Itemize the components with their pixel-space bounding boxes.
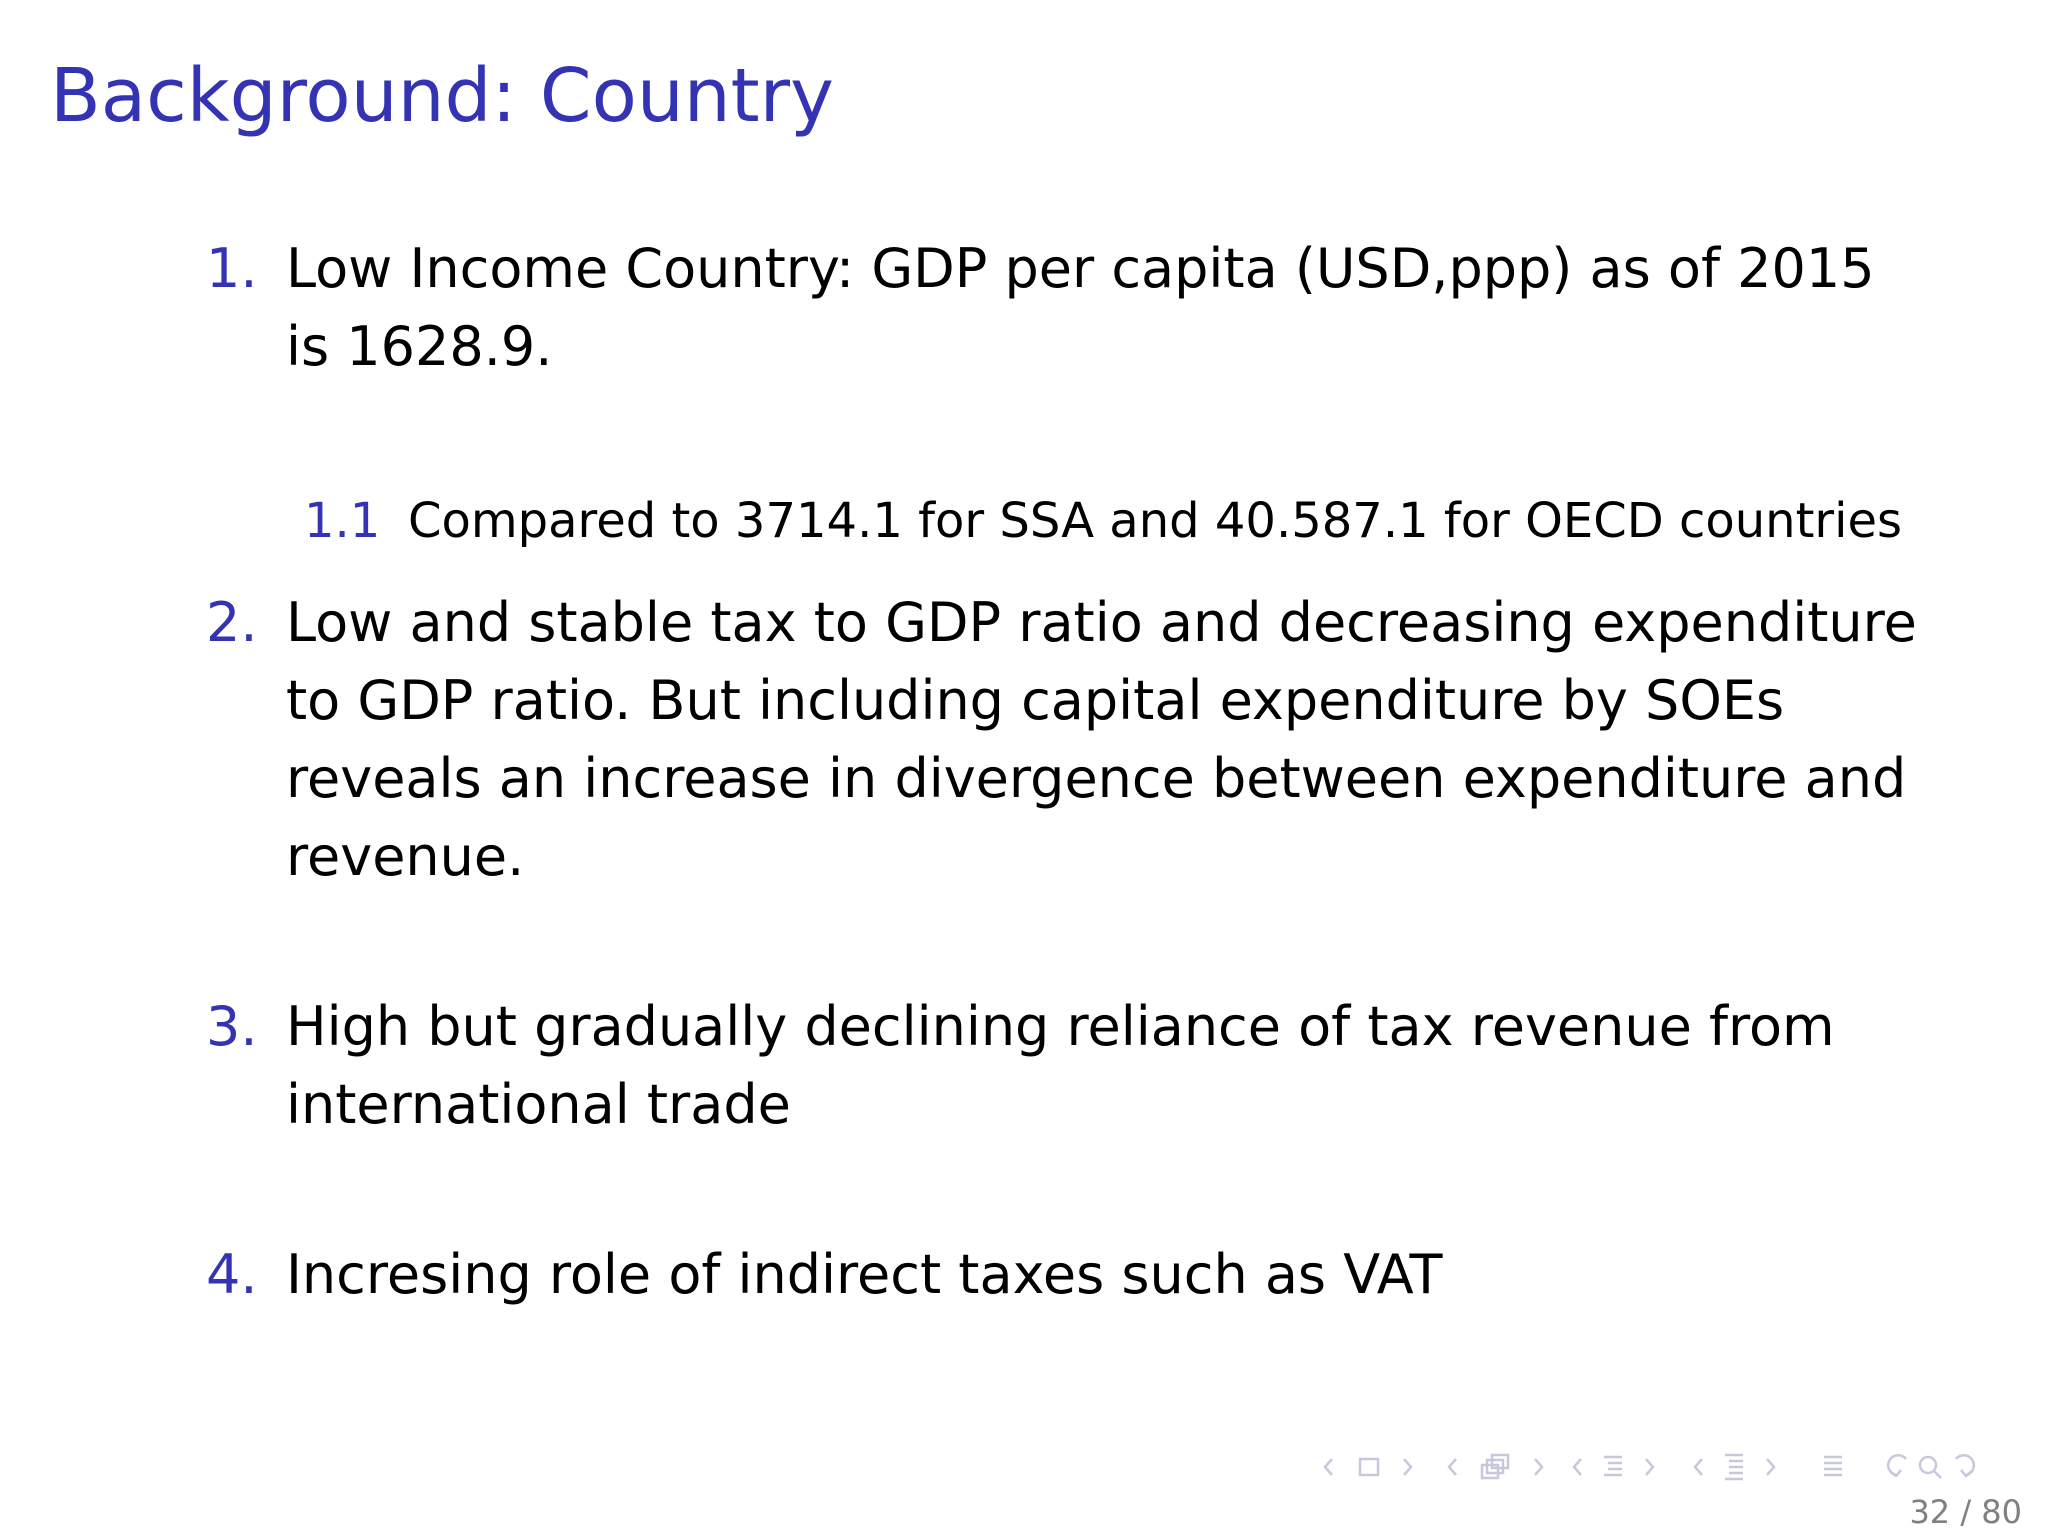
- list-item-line: Low Income Country: GDP per capita (USD,ppp) as of 2015: [286, 237, 1875, 300]
- nav-subsection-icon[interactable]: [1449, 1455, 1542, 1478]
- nav-back-icon[interactable]: [1888, 1455, 1906, 1476]
- list-item-text: [286, 988, 1835, 1144]
- list-item-line: High but gradually declining reliance of tax revenue from: [286, 995, 1835, 1058]
- list-item-number: 4.: [206, 1243, 258, 1306]
- list-item-number: 2.: [206, 591, 258, 654]
- nav-section-icon[interactable]: [1574, 1457, 1653, 1475]
- page-number: 32 / 80: [1909, 1493, 2022, 1531]
- navigation-bar: [1316, 1445, 2046, 1489]
- nav-search-icon[interactable]: [1920, 1457, 1941, 1478]
- list-item-number: 3.: [206, 995, 258, 1058]
- list-item-line: Incresing role of indirect taxes such as VAT: [286, 1243, 1443, 1306]
- list-item-1: [206, 230, 2006, 386]
- nav-frame-icon[interactable]: [1325, 1459, 1411, 1475]
- list-item-4: [206, 1236, 2006, 1314]
- list-item-line: Low and stable tax to GDP ratio and decreasing expenditure: [286, 591, 1917, 654]
- list-subitem-text: Compared to 3714.1 for SSA and 40.587.1 for OECD countries: [408, 493, 1902, 549]
- nav-document-icon[interactable]: [1695, 1455, 1774, 1479]
- navigation-icons: [1316, 1445, 2046, 1489]
- list-item-line: international trade: [286, 1073, 791, 1136]
- list-item-line: revenue.: [286, 825, 525, 888]
- list-item-line: is 1628.9.: [286, 315, 553, 378]
- nav-forward-icon[interactable]: [1956, 1455, 1974, 1476]
- list-item-text: [286, 230, 1875, 386]
- slide-title: Background: Country: [50, 53, 834, 139]
- list-subitem-1-1: [304, 486, 2044, 556]
- list-item-line: to GDP ratio. But including capital expenditure by SOEs: [286, 669, 1785, 732]
- list-item-2: [206, 584, 2006, 896]
- list-subitem-number: 1.1: [304, 493, 381, 549]
- list-item-3: [206, 988, 2006, 1144]
- list-item-text: [286, 1236, 1442, 1314]
- list-item-line: reveals an increase in divergence between expenditure and: [286, 747, 1907, 810]
- nav-outline-icon[interactable]: [1824, 1457, 1842, 1475]
- list-item-text: [286, 584, 1917, 896]
- list-item-number: 1.: [206, 237, 258, 300]
